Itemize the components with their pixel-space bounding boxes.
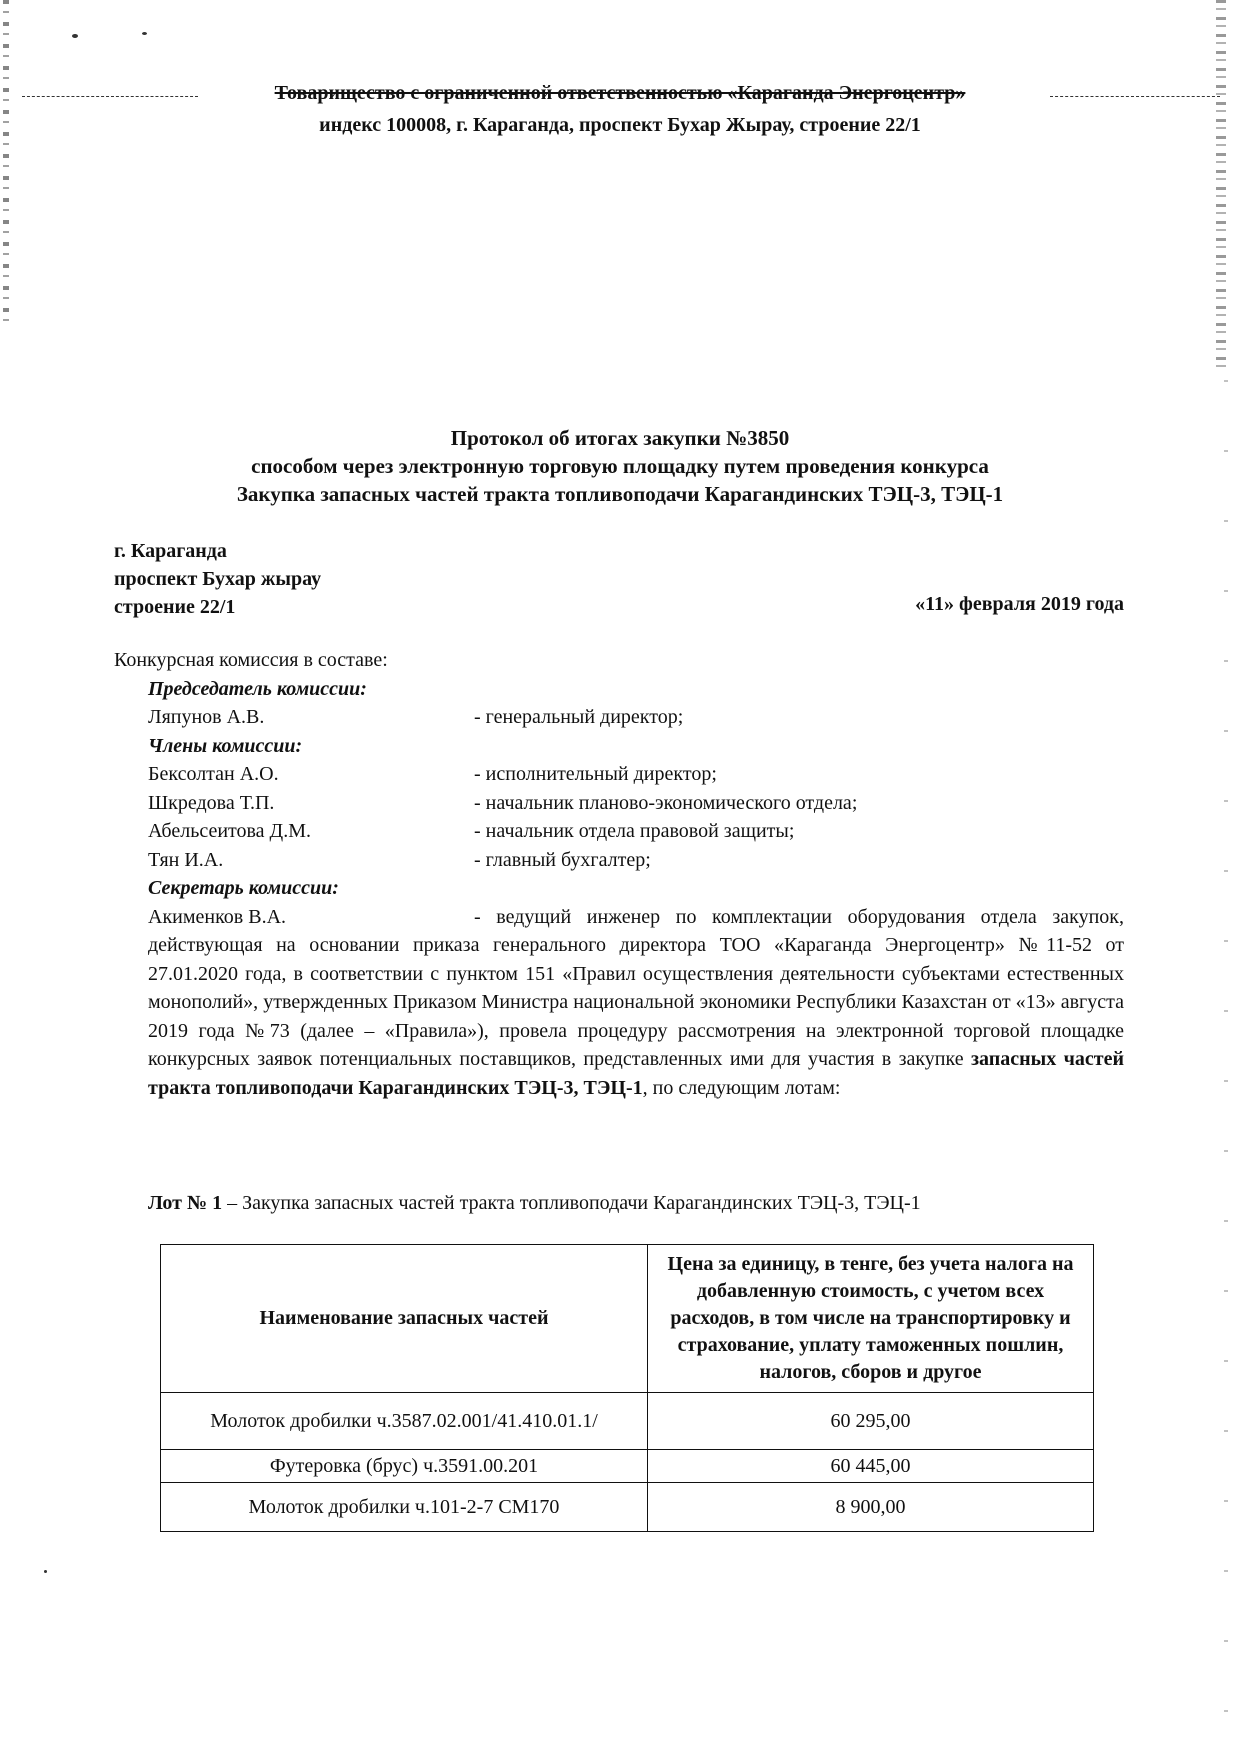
secretary-name: Акименков В.А.: [148, 905, 287, 928]
chair-label: Председатель комиссии:: [148, 677, 367, 700]
place-city: г. Караганда: [114, 540, 227, 562]
price-cell: 60 445,00: [648, 1450, 1094, 1483]
secretary-paragraph: [148, 903, 1124, 1103]
part-name-cell: Молоток дробилки ч.3587.02.001/41.410.01.1/: [161, 1393, 648, 1450]
secretary-text-part-2: , по следующим лотам:: [642, 1076, 841, 1099]
table-row: [161, 1393, 1094, 1450]
spare-parts-table: [160, 1244, 1094, 1532]
scan-speck: [142, 32, 147, 35]
secretary-text-bold: запасных частей тракта топливоподачи Карагандинских ТЭЦ-3, ТЭЦ-1: [148, 1048, 1124, 1099]
secretary-label: Секретарь комиссии:: [148, 877, 339, 899]
commission-intro: Конкурсная комиссия в составе:: [114, 649, 388, 671]
commission-section: [114, 646, 1124, 1102]
chair-name: Ляпунов А.В.: [148, 706, 265, 728]
document-place: [114, 537, 321, 621]
title-line-2: способом через электронную торговую площадку путем проведения конкурса: [251, 454, 989, 478]
place-street: проспект Бухар жырау: [114, 568, 322, 590]
member-row: [114, 789, 1124, 818]
organization-name: Товарищество с ограниченной ответственностью «Караганда Энергоцентр»: [274, 82, 966, 104]
part-name-cell: Молоток дробилки ч.101-2-7 СМ170: [161, 1483, 648, 1532]
document-date: «11» февраля 2019 года: [915, 593, 1124, 615]
table-header-row: [161, 1245, 1094, 1393]
document-title: [0, 424, 1240, 508]
member-position: - начальник отдела правовой защиты;: [474, 820, 795, 842]
lot-title: [148, 1192, 921, 1215]
header-part-name: Наименование запасных частей: [161, 1245, 648, 1393]
member-position: - главный бухгалтер;: [474, 848, 651, 871]
scan-speck: [72, 34, 78, 38]
chair-row: [114, 703, 1124, 732]
organization-header: [0, 82, 1240, 112]
member-name: Абельсеитова Д.М.: [148, 820, 311, 842]
price-cell: 60 295,00: [648, 1393, 1094, 1450]
price-cell: 8 900,00: [648, 1483, 1094, 1532]
table-row: [161, 1483, 1094, 1532]
lot-label: Лот № 1: [148, 1192, 223, 1214]
member-row: [114, 817, 1124, 846]
place-building: строение 22/1: [114, 596, 236, 618]
member-name: Тян И.А.: [148, 848, 224, 871]
chair-position: - генеральный директор;: [474, 706, 684, 728]
member-name: Бексолтан А.О.: [148, 763, 279, 785]
lot-description: – Закупка запасных частей тракта топливоподачи Карагандинских ТЭЦ-3, ТЭЦ-1: [222, 1192, 921, 1214]
header-unit-price: Цена за единицу, в тенге, без учета налога на добавленную стоимость, с учетом всех расходов, в том числе на транспортировку и страхование, уплату таможенных пошлин, налогов, сборов и другое: [648, 1245, 1094, 1393]
scan-edge-artifact-right-lower: [1224, 380, 1228, 1740]
title-line-3: Закупка запасных частей тракта топливоподачи Карагандинских ТЭЦ-3, ТЭЦ-1: [236, 482, 1004, 506]
member-position: - начальник планово-экономического отдела;: [474, 791, 858, 814]
table-row: [161, 1450, 1094, 1483]
member-position: - исполнительный директор;: [474, 763, 717, 785]
organization-address: индекс 100008, г. Караганда, проспект Бухар Жырау, строение 22/1: [319, 114, 921, 136]
title-line-1: Протокол об итогах закупки №3850: [450, 426, 790, 450]
secretary-text-part-1: - ведущий инженер по комплектации оборудования отдела закупок, действующая на основании приказа генерального директора ТОО «Караганда Энергоцентр» №11-52 от 27.01.2020 года, в соответствии с пунктом 151 «Правил осуществления деятельности субъектами естественных монополий», утвержденных Приказом Министра национальной экономики Республики Казахстан от «13» августа 2019 года №73 (далее – «Правила»), провела процедуру рассмотрения на электронной торговой площадке конкурсных заявок потенциальных поставщиков, представленных ими для участия в закупке: [148, 905, 1124, 1070]
member-name: Шкредова Т.П.: [148, 791, 275, 814]
scan-speck: [44, 1570, 47, 1573]
part-name-cell: Футеровка (брус) ч.3591.00.201: [161, 1450, 648, 1483]
member-row: [114, 760, 1124, 789]
scan-edge-artifact-right: [1216, 0, 1226, 370]
member-row: [114, 846, 1124, 875]
scan-edge-artifact-left: [3, 0, 9, 330]
members-label: Члены комиссии:: [148, 734, 303, 757]
